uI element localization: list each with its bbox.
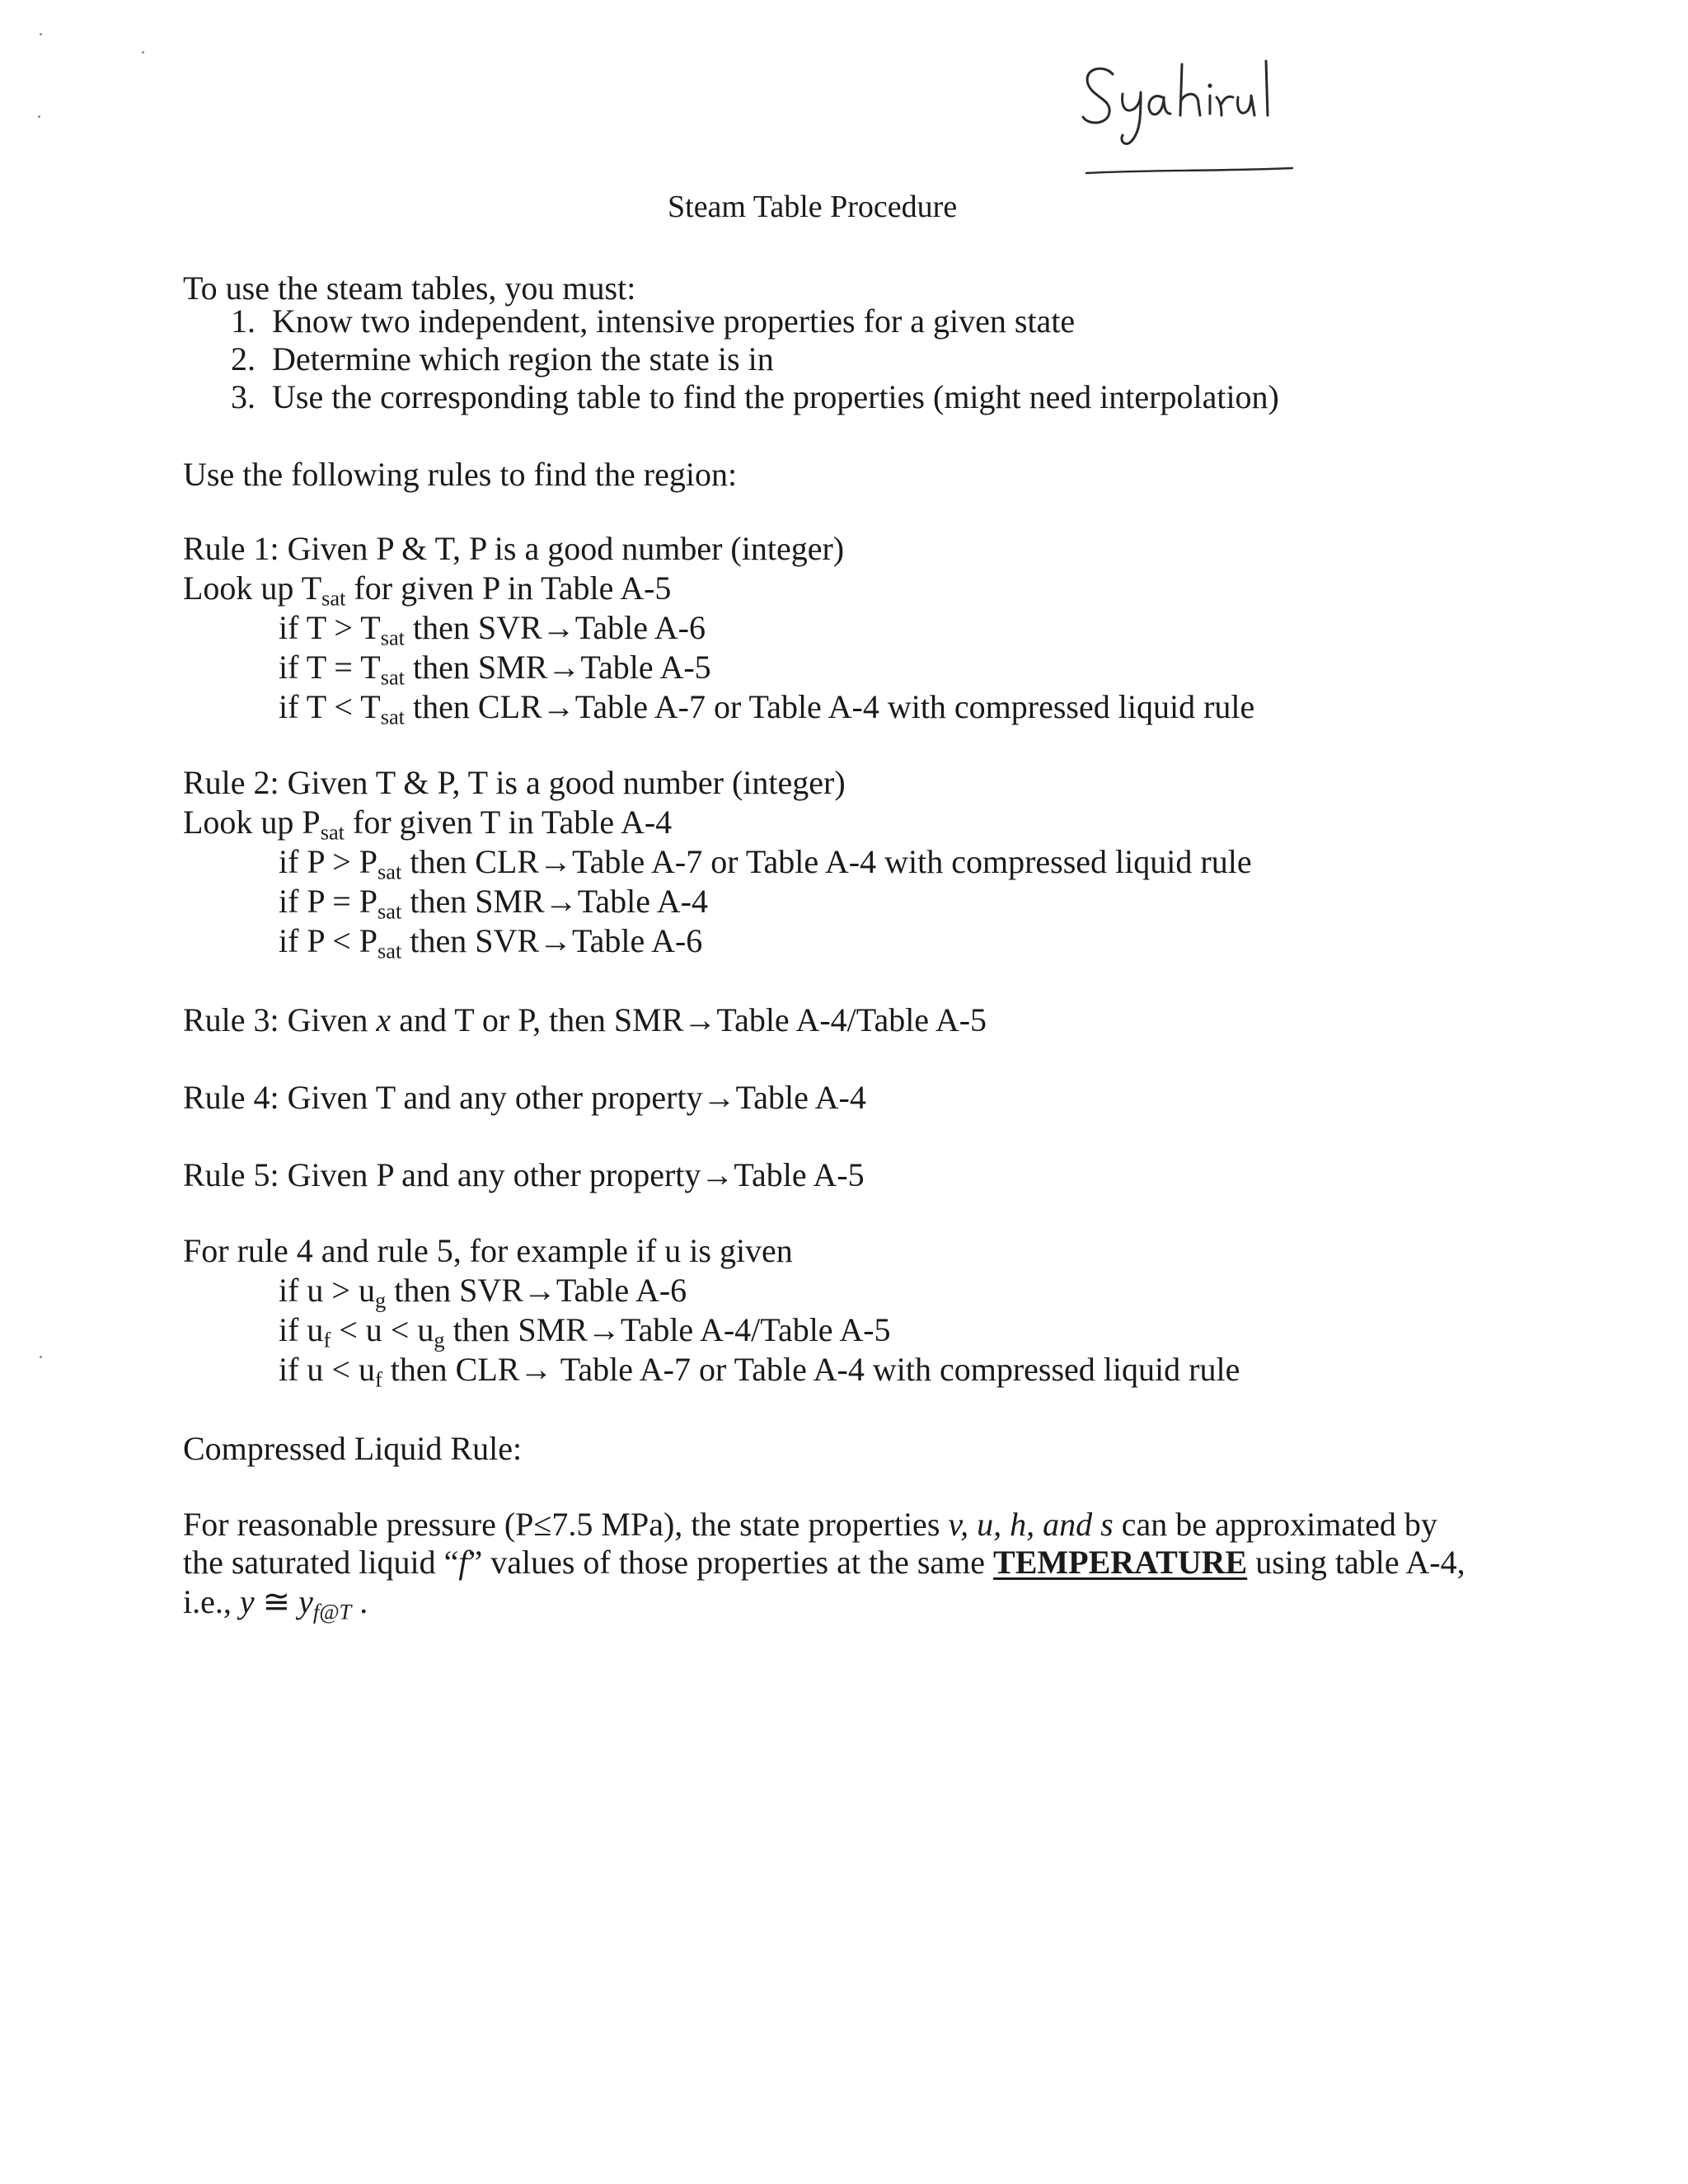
variable-x: x [376,1001,392,1038]
compressed-heading: Compressed Liquid Rule: [183,1430,523,1467]
rule1-line [279,688,1255,729]
condition-text: if T = T [279,649,381,686]
condition-text: then SVR→Table A-6 [405,609,706,646]
subscript: f [375,1366,382,1392]
rule1-line [279,649,711,690]
approx-symbol: ≅ [254,1583,299,1620]
subscript: sat [380,704,406,729]
paragraph-text: i.e., [183,1583,240,1620]
scan-speck [142,51,144,54]
intro-lead: To use the steam tables, you must: [183,269,636,307]
rule2-line [279,883,708,924]
subscript: sat [377,898,402,924]
emphasis-temperature: TEMPERATURE [993,1544,1248,1581]
subscript: sat [321,585,346,611]
rule-text: and T or P, then SMR→Table A-4/Table A-5 [391,1001,987,1038]
paragraph-text: For reasonable pressure (P≤7.5 MPa), the state properties [183,1506,949,1543]
paragraph-text: the saturated liquid “ [183,1544,459,1581]
condition-text: then SMR→Table A-4 [401,883,708,920]
scan-speck [40,1356,42,1358]
property-variables: v, u, h, and s [948,1506,1114,1543]
step-text: Use the corresponding table to find the properties (might need interpolation) [272,378,1279,415]
rule2-line [279,843,1252,884]
subscript: g [375,1287,387,1313]
step-number: 1. [231,302,256,340]
step-2 [231,340,774,377]
rule45-line [279,1351,1240,1392]
lookup-text: Look up P [183,804,321,841]
step-3 [231,378,1279,415]
variable-f: f [458,1544,468,1581]
subscript: g [434,1327,445,1352]
rule4: Rule 4: Given T and any other property→Table A-4 [183,1079,866,1116]
step-text: Know two independent, intensive properties for a given state [272,302,1076,340]
lookup-text: for given T in Table A-4 [345,804,673,841]
paragraph-text: can be approximated by [1113,1506,1437,1543]
compressed-paragraph-line [183,1508,1437,1541]
rule45-line [279,1311,891,1352]
rule2-line [279,922,703,963]
condition-text: then CLR→Table A-7 or Table A-4 with compressed liquid rule [401,843,1252,880]
condition-text: if P < P [279,922,377,959]
subscript: sat [377,938,402,963]
rule1-header: Rule 1: Given P & T, P is a good number (integer) [183,530,845,567]
condition-text: then CLR→Table A-7 or Table A-4 with compressed liquid rule [405,688,1255,725]
rule-text: Rule 3: Given [183,1001,377,1038]
condition-text: then SVR→Table A-6 [386,1272,687,1309]
step-text: Determine which region the state is in [272,340,774,377]
lookup-text: for given P in Table A-5 [345,569,672,607]
condition-text: if P > P [279,843,377,880]
rule5: Rule 5: Given P and any other property→Table A-5 [183,1156,865,1193]
page-title: Steam Table Procedure [668,190,958,224]
condition-text: < u < u [331,1311,434,1348]
rule3 [183,1001,987,1038]
scan-speck [38,115,40,118]
subscript: sat [377,859,402,884]
lookup-text: Look up T [183,569,322,607]
condition-text: then CLR→ Table A-7 or Table A-4 with compressed liquid rule [382,1351,1240,1388]
condition-text: then SVR→Table A-6 [401,922,703,959]
compressed-paragraph-line [183,1583,368,1624]
paragraph-text: using table A-4, [1247,1544,1465,1581]
rule1-line [279,609,706,650]
handwritten-signature [1071,49,1319,181]
condition-text: if P = P [279,883,377,920]
scan-speck [40,33,42,35]
subscript: sat [320,819,345,845]
rule1-lookup [183,569,672,611]
paragraph-text: . [351,1583,368,1620]
condition-text: if u < u [279,1351,375,1388]
rule2-header: Rule 2: Given T & P, T is a good number (integer) [183,764,846,801]
rule45-line [279,1272,687,1313]
rule45-header: For rule 4 and rule 5, for example if u is given [183,1232,793,1269]
variable-y: y [239,1583,255,1620]
step-number: 2. [231,340,256,377]
condition-text: if T > T [279,609,381,646]
subscript: sat [380,625,406,650]
step-1 [231,302,1076,340]
step-number: 3. [231,378,256,415]
rules-lead: Use the following rules to find the region: [183,456,738,493]
compressed-paragraph-line [183,1546,1465,1579]
condition-text: then SMR→Table A-4/Table A-5 [444,1311,891,1348]
subscript: f@T [312,1599,352,1624]
subscript: f [323,1327,331,1352]
variable-y: y [298,1583,313,1620]
condition-text: if T < T [279,688,381,725]
rule2-lookup [183,804,673,845]
condition-text: then SMR→Table A-5 [405,649,711,686]
paragraph-text: ” values of those properties at the same [467,1544,994,1581]
condition-text: if u > u [279,1272,375,1309]
subscript: sat [380,664,406,690]
signature-drawing [1071,49,1319,181]
condition-text: if u [279,1311,324,1348]
